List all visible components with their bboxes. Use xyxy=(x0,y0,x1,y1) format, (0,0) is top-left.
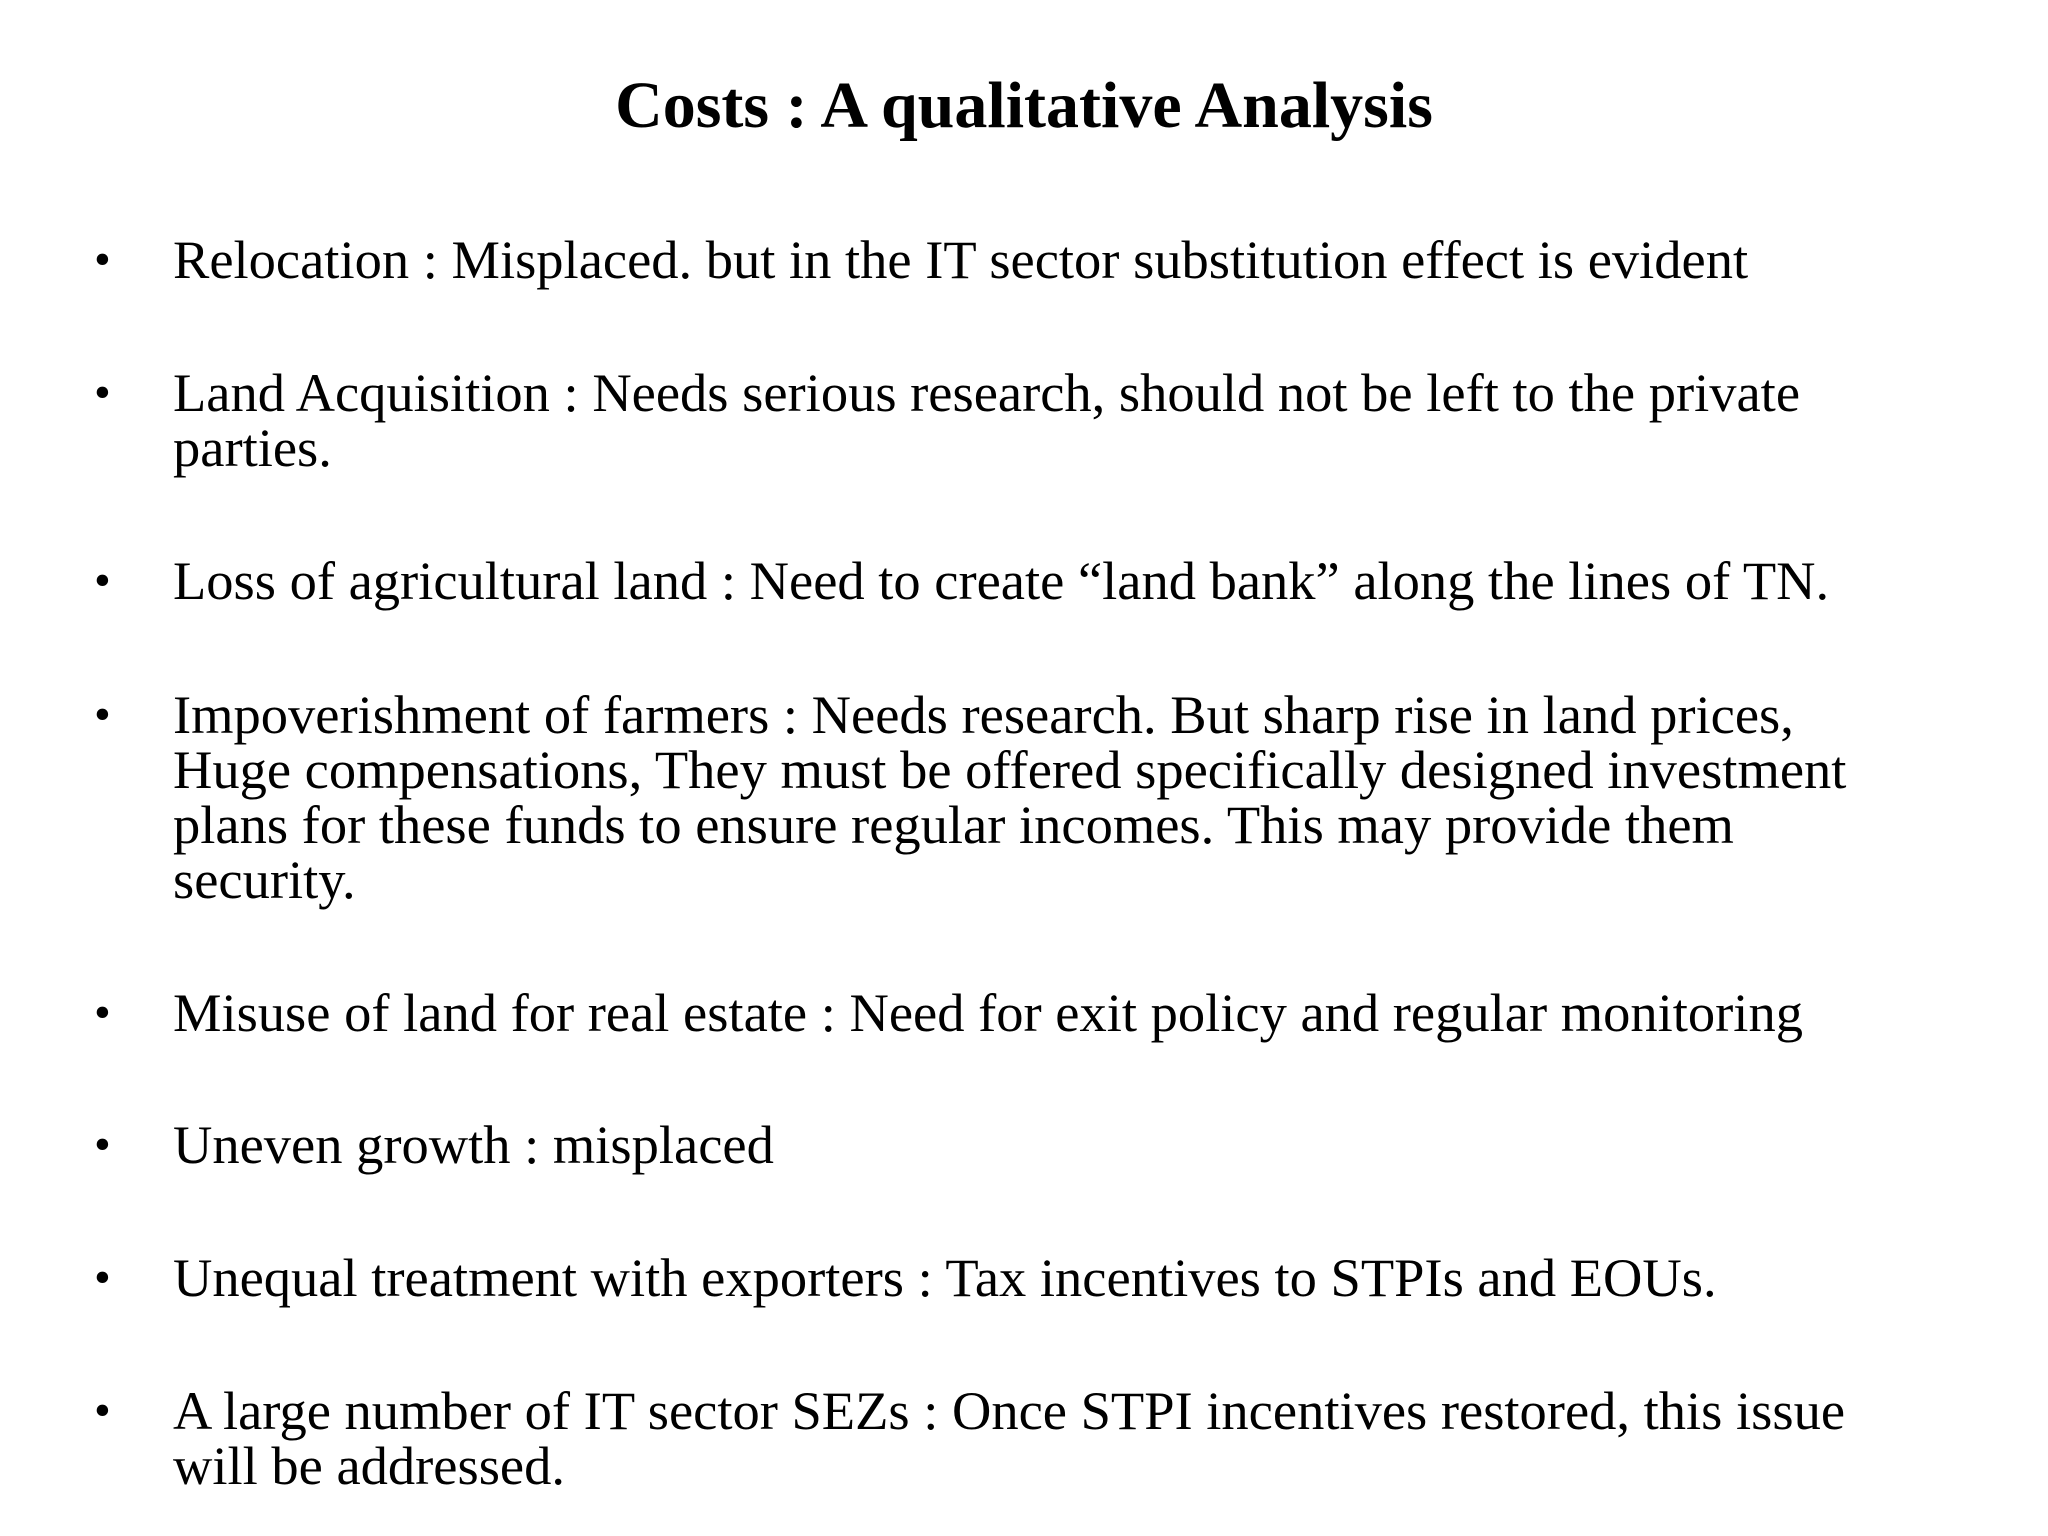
bullet-text: Unequal treatment with exporters : Tax incentives to STPIs and EOUs. xyxy=(173,1247,1717,1308)
slide-title: Costs : A qualitative Analysis xyxy=(615,69,1433,142)
bullet-text: A large number of IT sector SEZs : Once STPI incentives restored, this issue will be addressed. xyxy=(173,1380,1846,1496)
bullet-icon: • xyxy=(94,986,111,1039)
bullet-icon: • xyxy=(94,554,111,607)
bullet-icon: • xyxy=(94,366,111,419)
bullet-text: Land Acquisition : Needs serious research, should not be left to the private parties. xyxy=(173,362,1801,478)
bullet-icon: • xyxy=(94,1384,111,1437)
bullet-text: Uneven growth : misplaced xyxy=(173,1114,774,1175)
bullet-text: Misuse of land for real estate : Need for exit policy and regular monitoring xyxy=(173,982,1803,1043)
bullet-icon: • xyxy=(94,1251,111,1304)
bullet-icon: • xyxy=(94,1118,111,1171)
bullet-text: Loss of agricultural land : Need to create “land bank” along the lines of TN. xyxy=(173,550,1830,611)
bullet-text: Impoverishment of farmers : Needs research. But sharp rise in land prices, Huge compensations, They must be offered specifically designed investment plans for these funds to ensure regular incomes. This may provide them security. xyxy=(173,684,1847,910)
bullet-text: Relocation : Misplaced. but in the IT sector substitution effect is evident xyxy=(173,229,1749,290)
bullet-icon: • xyxy=(94,688,111,741)
bullet-icon: • xyxy=(94,233,111,286)
